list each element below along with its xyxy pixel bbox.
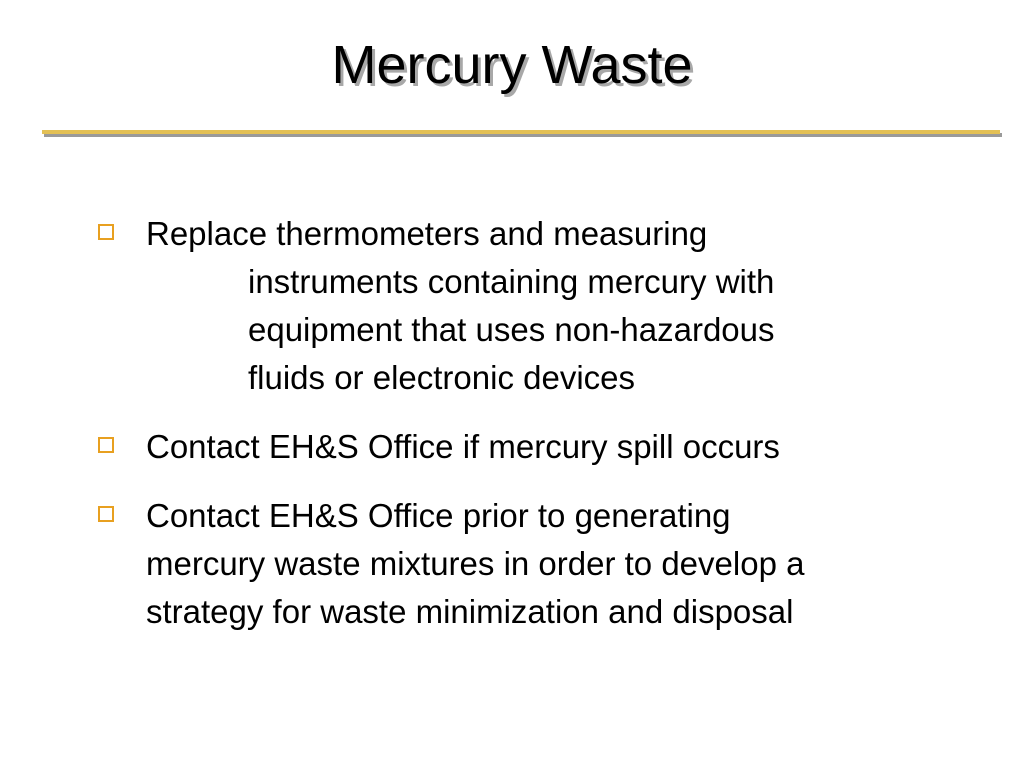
slide-title: Mercury Waste [331, 35, 693, 95]
bullet-line: fluids or electronic devices [248, 359, 636, 396]
bullet-item [98, 210, 978, 402]
bullet-line: equipment that uses non-hazardous [248, 311, 775, 348]
bullet-line: Replace thermometers and measuring [146, 215, 708, 252]
bullet-line: Contact EH&S Office if mercury spill occurs [146, 428, 780, 465]
bullet-line: mercury waste mixtures in order to develop a [146, 545, 805, 582]
hollow-square-bullet-icon [98, 437, 114, 453]
bullet-item [98, 492, 978, 636]
title-divider [42, 130, 1000, 134]
hollow-square-bullet-icon [98, 224, 114, 240]
hollow-square-bullet-icon [98, 506, 114, 522]
bullet-line: instruments containing mercury with [248, 263, 775, 300]
bullet-list [98, 210, 978, 657]
bullet-item [98, 423, 978, 471]
bullet-line: Contact EH&S Office prior to generating [146, 497, 731, 534]
bullet-line: strategy for waste minimization and disposal [146, 593, 794, 630]
